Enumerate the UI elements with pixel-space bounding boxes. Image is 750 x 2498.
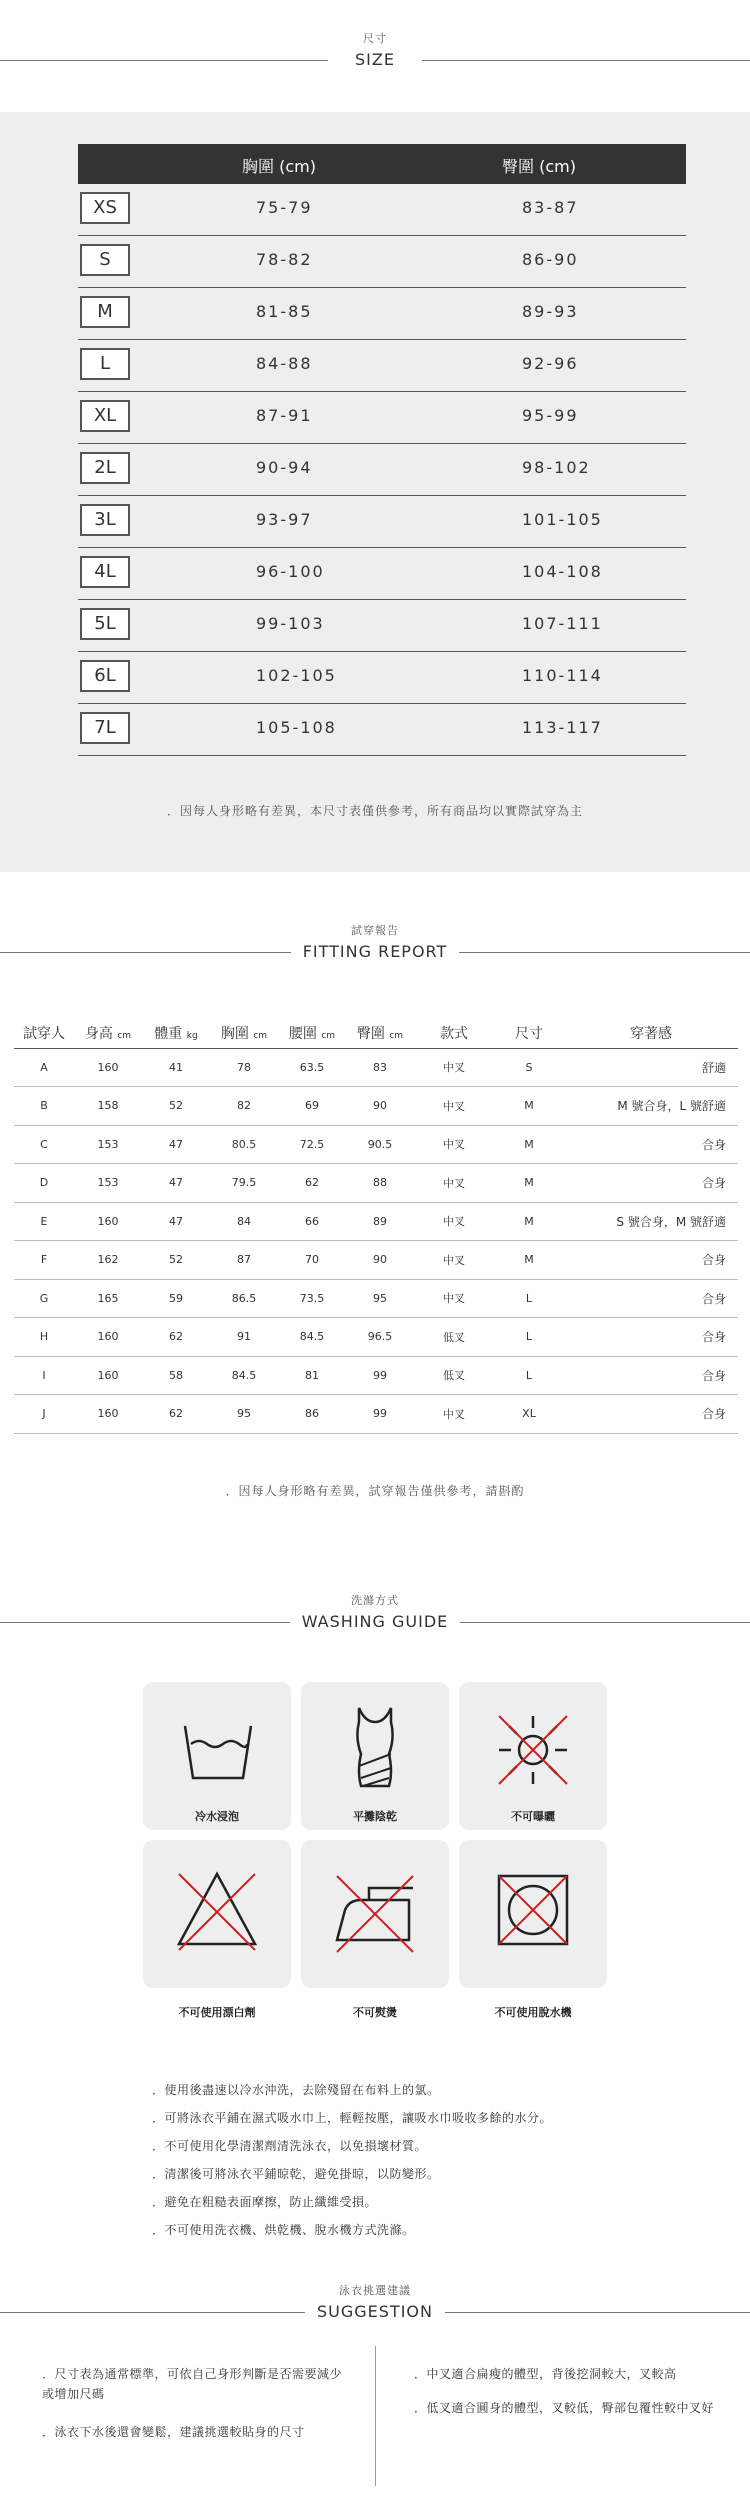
size-badge: L — [80, 348, 130, 380]
fitting-cell: 合身 — [564, 1164, 738, 1203]
fitting-cell: 87 — [210, 1241, 278, 1280]
size-row — [78, 184, 686, 236]
size-table-header — [78, 144, 686, 184]
suggestion-right-2: ．低叉適合圓身的體型，叉較低，臀部包覆性較中叉好 — [414, 2401, 715, 2415]
fitting-title-zh: 試穿報告 — [351, 924, 399, 937]
fitting-cell: 59 — [142, 1279, 210, 1318]
fitting-col-header — [494, 1018, 564, 1048]
fitting-row — [14, 1048, 738, 1087]
fitting-cell: 70 — [278, 1241, 346, 1280]
size-section-title — [0, 30, 750, 70]
fitting-col-header — [346, 1018, 414, 1048]
fitting-row — [14, 1279, 738, 1318]
fitting-cell: 中叉 — [414, 1125, 494, 1164]
fitting-col-header — [14, 1018, 74, 1048]
fitting-row — [14, 1241, 738, 1280]
header-label: 款式 — [440, 1025, 468, 1042]
fitting-row — [14, 1356, 738, 1395]
size-badge: 4L — [80, 556, 130, 588]
suggestion-left-2: ．泳衣下水後還會變鬆，建議挑選較貼身的尺寸 — [42, 2425, 305, 2439]
fitting-row — [14, 1395, 738, 1434]
fitting-col-header — [414, 1018, 494, 1048]
fitting-cell: 62 — [142, 1395, 210, 1434]
fitting-cell: I — [14, 1356, 74, 1395]
title-rule-left — [0, 2312, 310, 2313]
header-label: 身高 — [84, 1025, 113, 1042]
fitting-cell: 95 — [346, 1279, 414, 1318]
title-rule-right — [440, 2312, 750, 2313]
fitting-col-header — [142, 1018, 210, 1048]
fitting-row — [14, 1164, 738, 1203]
size-row — [78, 236, 686, 288]
fitting-cell: 中叉 — [414, 1048, 494, 1087]
suggestion-title-en: SUGGESTION — [305, 2302, 445, 2322]
header-unit: cm — [253, 1030, 268, 1041]
fitting-cell: 41 — [142, 1048, 210, 1087]
size-badge: 6L — [80, 660, 130, 692]
fitting-cell: 90.5 — [346, 1125, 414, 1164]
chest-value: 102-105 — [256, 666, 337, 685]
fitting-cell: 合身 — [564, 1125, 738, 1164]
hip-value: 83-87 — [522, 198, 579, 217]
fitting-cell: 中叉 — [414, 1279, 494, 1318]
fitting-cell: 153 — [74, 1164, 142, 1203]
fitting-cell: XL — [494, 1395, 564, 1434]
fitting-cell: 62 — [142, 1318, 210, 1357]
size-row — [78, 340, 686, 392]
chest-value: 84-88 — [256, 354, 313, 373]
size-badge: 2L — [80, 452, 130, 484]
fitting-cell: C — [14, 1125, 74, 1164]
size-row — [78, 392, 686, 444]
fitting-row — [14, 1125, 738, 1164]
size-row — [78, 704, 686, 756]
fitting-col-header — [210, 1018, 278, 1048]
no-bleach-icon — [143, 1840, 291, 1988]
header-unit: kg — [186, 1030, 198, 1041]
fitting-cell: 低叉 — [414, 1356, 494, 1395]
size-badge: S — [80, 244, 130, 276]
size-title-en: SIZE — [343, 50, 407, 70]
fitting-cell: 合身 — [564, 1318, 738, 1357]
header-label: 胸圍 — [220, 1025, 249, 1042]
fitting-row — [14, 1087, 738, 1126]
chest-value: 78-82 — [256, 250, 313, 269]
size-badge: 7L — [80, 712, 130, 744]
fitting-title-en: FITTING REPORT — [291, 942, 460, 962]
fitting-note: ．因每人身形略有差異，試穿報告僅供參考，請斟酌 — [225, 1484, 525, 1498]
dry-flat-label: 平攤陰乾 — [353, 1810, 397, 1823]
fitting-cell: 47 — [142, 1202, 210, 1241]
cold-wash-card — [143, 1682, 291, 1830]
size-row — [78, 444, 686, 496]
fitting-cell: L — [494, 1356, 564, 1395]
fitting-cell: 中叉 — [414, 1164, 494, 1203]
hip-value: 92-96 — [522, 354, 579, 373]
fitting-cell: 66 — [278, 1202, 346, 1241]
hip-value: 86-90 — [522, 250, 579, 269]
fitting-cell: 165 — [74, 1279, 142, 1318]
hip-value: 101-105 — [522, 510, 603, 529]
fitting-cell: M — [494, 1164, 564, 1203]
fitting-cell: 合身 — [564, 1395, 738, 1434]
hip-value: 113-117 — [522, 718, 603, 737]
fitting-cell: 69 — [278, 1087, 346, 1126]
fitting-cell: 中叉 — [414, 1087, 494, 1126]
washing-title-zh: 洗滌方式 — [351, 1594, 399, 1607]
fitting-report-table — [14, 1018, 738, 1434]
col-chest-header: 胸圍 (cm) — [242, 157, 316, 176]
fitting-cell: 153 — [74, 1125, 142, 1164]
no-tumble-dry-icon — [459, 1840, 607, 1988]
no-bleach-label: 不可使用漂白劑 — [178, 2006, 256, 2019]
fitting-col-header — [74, 1018, 142, 1048]
fitting-cell: 160 — [74, 1318, 142, 1357]
fitting-cell: E — [14, 1202, 74, 1241]
no-iron-icon — [301, 1840, 449, 1988]
fitting-section-title — [0, 922, 750, 962]
fitting-cell: 86.5 — [210, 1279, 278, 1318]
col-hip-header: 臀圍 (cm) — [502, 157, 576, 176]
fitting-cell: 78 — [210, 1048, 278, 1087]
fitting-cell: M — [494, 1202, 564, 1241]
fitting-cell: 79.5 — [210, 1164, 278, 1203]
fitting-cell: 81 — [278, 1356, 346, 1395]
fitting-cell: 91 — [210, 1318, 278, 1357]
size-row — [78, 548, 686, 600]
washing-tip: ．不可使用洗衣機、烘乾機、脫水機方式洗滌。 — [152, 2223, 415, 2237]
fitting-cell: 162 — [74, 1241, 142, 1280]
fitting-cell: 低叉 — [414, 1318, 494, 1357]
header-label: 體重 — [154, 1025, 183, 1042]
cold-wash-label: 冷水浸泡 — [195, 1810, 239, 1823]
fitting-cell: 96.5 — [346, 1318, 414, 1357]
no-sun-label: 不可曝曬 — [511, 1810, 555, 1823]
fitting-cell: 88 — [346, 1164, 414, 1203]
size-badge: M — [80, 296, 130, 328]
fitting-row — [14, 1318, 738, 1357]
chest-value: 87-91 — [256, 406, 313, 425]
suggestion-section-title — [0, 2282, 750, 2322]
fitting-cell: 90 — [346, 1087, 414, 1126]
chest-value: 81-85 — [256, 302, 313, 321]
fitting-cell: 52 — [142, 1087, 210, 1126]
fitting-cell: G — [14, 1279, 74, 1318]
fitting-cell: 中叉 — [414, 1241, 494, 1280]
fitting-cell: 158 — [74, 1087, 142, 1126]
dry-flat-card — [301, 1682, 449, 1830]
hip-value: 110-114 — [522, 666, 603, 685]
header-unit: cm — [321, 1030, 336, 1041]
no-iron-label: 不可熨燙 — [353, 2006, 397, 2019]
size-badge: 5L — [80, 608, 130, 640]
fitting-cell: 89 — [346, 1202, 414, 1241]
size-chart-table — [78, 144, 686, 756]
fitting-cell: 47 — [142, 1125, 210, 1164]
header-unit: cm — [389, 1030, 404, 1041]
hip-value: 98-102 — [522, 458, 591, 477]
fitting-cell: M — [494, 1241, 564, 1280]
size-badge: XS — [80, 192, 130, 224]
size-row — [78, 600, 686, 652]
size-title-zh: 尺寸 — [363, 32, 387, 45]
header-label: 穿著感 — [630, 1025, 672, 1042]
fitting-cell: 52 — [142, 1241, 210, 1280]
fitting-cell: 47 — [142, 1164, 210, 1203]
fitting-cell: 合身 — [564, 1241, 738, 1280]
title-rule-left — [0, 60, 328, 61]
size-badge: 3L — [80, 504, 130, 536]
fitting-col-header — [564, 1018, 738, 1048]
header-label: 腰圍 — [288, 1025, 317, 1042]
size-row — [78, 288, 686, 340]
washing-tip: ．避免在粗糙表面摩擦，防止纖維受損。 — [152, 2195, 378, 2209]
suggestion-left-1: ．尺寸表為通常標準，可依自己身形判斷是否需要減少或增加尺碼 — [42, 2367, 343, 2401]
fitting-cell: H — [14, 1318, 74, 1357]
header-label: 尺寸 — [515, 1025, 543, 1042]
fitting-cell: L — [494, 1318, 564, 1357]
chest-value: 90-94 — [256, 458, 313, 477]
title-rule-right — [422, 60, 750, 61]
fitting-cell: 63.5 — [278, 1048, 346, 1087]
title-rule-right — [458, 952, 750, 953]
size-note: ．因每人身形略有差異，本尺寸表僅供參考，所有商品均以實際試穿為主 — [166, 804, 583, 818]
fitting-cell: D — [14, 1164, 74, 1203]
fitting-cell: F — [14, 1241, 74, 1280]
chest-value: 93-97 — [256, 510, 313, 529]
size-row — [78, 496, 686, 548]
title-rule-right — [460, 1622, 750, 1623]
washing-tip: ．可將泳衣平鋪在濕式吸水巾上，輕輕按壓，讓吸水巾吸收多餘的水分。 — [152, 2111, 553, 2125]
fitting-cell: 舒適 — [564, 1048, 738, 1087]
title-rule-left — [0, 1622, 290, 1623]
fitting-cell: 合身 — [564, 1279, 738, 1318]
fitting-cell: 84.5 — [278, 1318, 346, 1357]
header-unit: cm — [117, 1030, 132, 1041]
fitting-cell: S — [494, 1048, 564, 1087]
washing-section-title — [0, 1592, 750, 1632]
hip-value: 89-93 — [522, 302, 579, 321]
suggestion-title-zh: 泳衣挑選建議 — [339, 2284, 411, 2297]
washing-tips-list — [152, 2076, 552, 2244]
hip-value: 107-111 — [522, 614, 603, 633]
hip-value: 95-99 — [522, 406, 579, 425]
no-sun-card — [459, 1682, 607, 1830]
fitting-cell: 58 — [142, 1356, 210, 1395]
fitting-cell: M 號合身，L 號舒適 — [564, 1087, 738, 1126]
fitting-cell: S 號合身，M 號舒適 — [564, 1202, 738, 1241]
fitting-cell: 80.5 — [210, 1125, 278, 1164]
hip-value: 104-108 — [522, 562, 603, 581]
fitting-cell: M — [494, 1087, 564, 1126]
fitting-cell: 84 — [210, 1202, 278, 1241]
fitting-cell: 72.5 — [278, 1125, 346, 1164]
no-tumble-dry-card — [459, 1840, 607, 1988]
fitting-cell: 99 — [346, 1395, 414, 1434]
washing-tip: ．不可使用化學清潔劑清洗泳衣，以免損壞材質。 — [152, 2139, 428, 2153]
size-badge: XL — [80, 400, 130, 432]
washing-tip: ．清潔後可將泳衣平鋪晾乾，避免掛晾，以防變形。 — [152, 2167, 440, 2181]
fitting-cell: B — [14, 1087, 74, 1126]
fitting-cell: 90 — [346, 1241, 414, 1280]
header-label: 試穿人 — [23, 1025, 65, 1042]
fitting-row — [14, 1202, 738, 1241]
fitting-cell: 73.5 — [278, 1279, 346, 1318]
chest-value: 96-100 — [256, 562, 325, 581]
fitting-cell: 中叉 — [414, 1395, 494, 1434]
no-tumble-dry-label: 不可使用脫水機 — [494, 2006, 572, 2019]
fitting-cell: 99 — [346, 1356, 414, 1395]
header-label: 臀圍 — [356, 1025, 385, 1042]
fitting-cell: 95 — [210, 1395, 278, 1434]
fitting-cell: 86 — [278, 1395, 346, 1434]
fitting-cell: 合身 — [564, 1356, 738, 1395]
fitting-cell: A — [14, 1048, 74, 1087]
suggestion-divider — [375, 2346, 376, 2486]
chest-value: 105-108 — [256, 718, 337, 737]
fitting-cell: 中叉 — [414, 1202, 494, 1241]
fitting-cell: 160 — [74, 1202, 142, 1241]
fitting-cell: 62 — [278, 1164, 346, 1203]
washing-tip: ．使用後盡速以冷水沖洗，去除殘留在布料上的氯。 — [152, 2083, 440, 2097]
fitting-cell: 82 — [210, 1087, 278, 1126]
fitting-cell: 160 — [74, 1356, 142, 1395]
title-rule-left — [0, 952, 292, 953]
suggestion-right-1: ．中叉適合扁瘦的體型，背後挖洞較大，叉較高 — [414, 2367, 677, 2381]
fitting-cell: M — [494, 1125, 564, 1164]
fitting-cell: J — [14, 1395, 74, 1434]
fitting-cell: 83 — [346, 1048, 414, 1087]
fitting-cell: 160 — [74, 1048, 142, 1087]
washing-title-en: WASHING GUIDE — [290, 1612, 461, 1632]
size-row — [78, 652, 686, 704]
chest-value: 75-79 — [256, 198, 313, 217]
fitting-cell: L — [494, 1279, 564, 1318]
fitting-cell: 84.5 — [210, 1356, 278, 1395]
fitting-col-header — [278, 1018, 346, 1048]
no-iron-card — [301, 1840, 449, 1988]
fitting-cell: 160 — [74, 1395, 142, 1434]
no-bleach-card — [143, 1840, 291, 1988]
chest-value: 99-103 — [256, 614, 325, 633]
